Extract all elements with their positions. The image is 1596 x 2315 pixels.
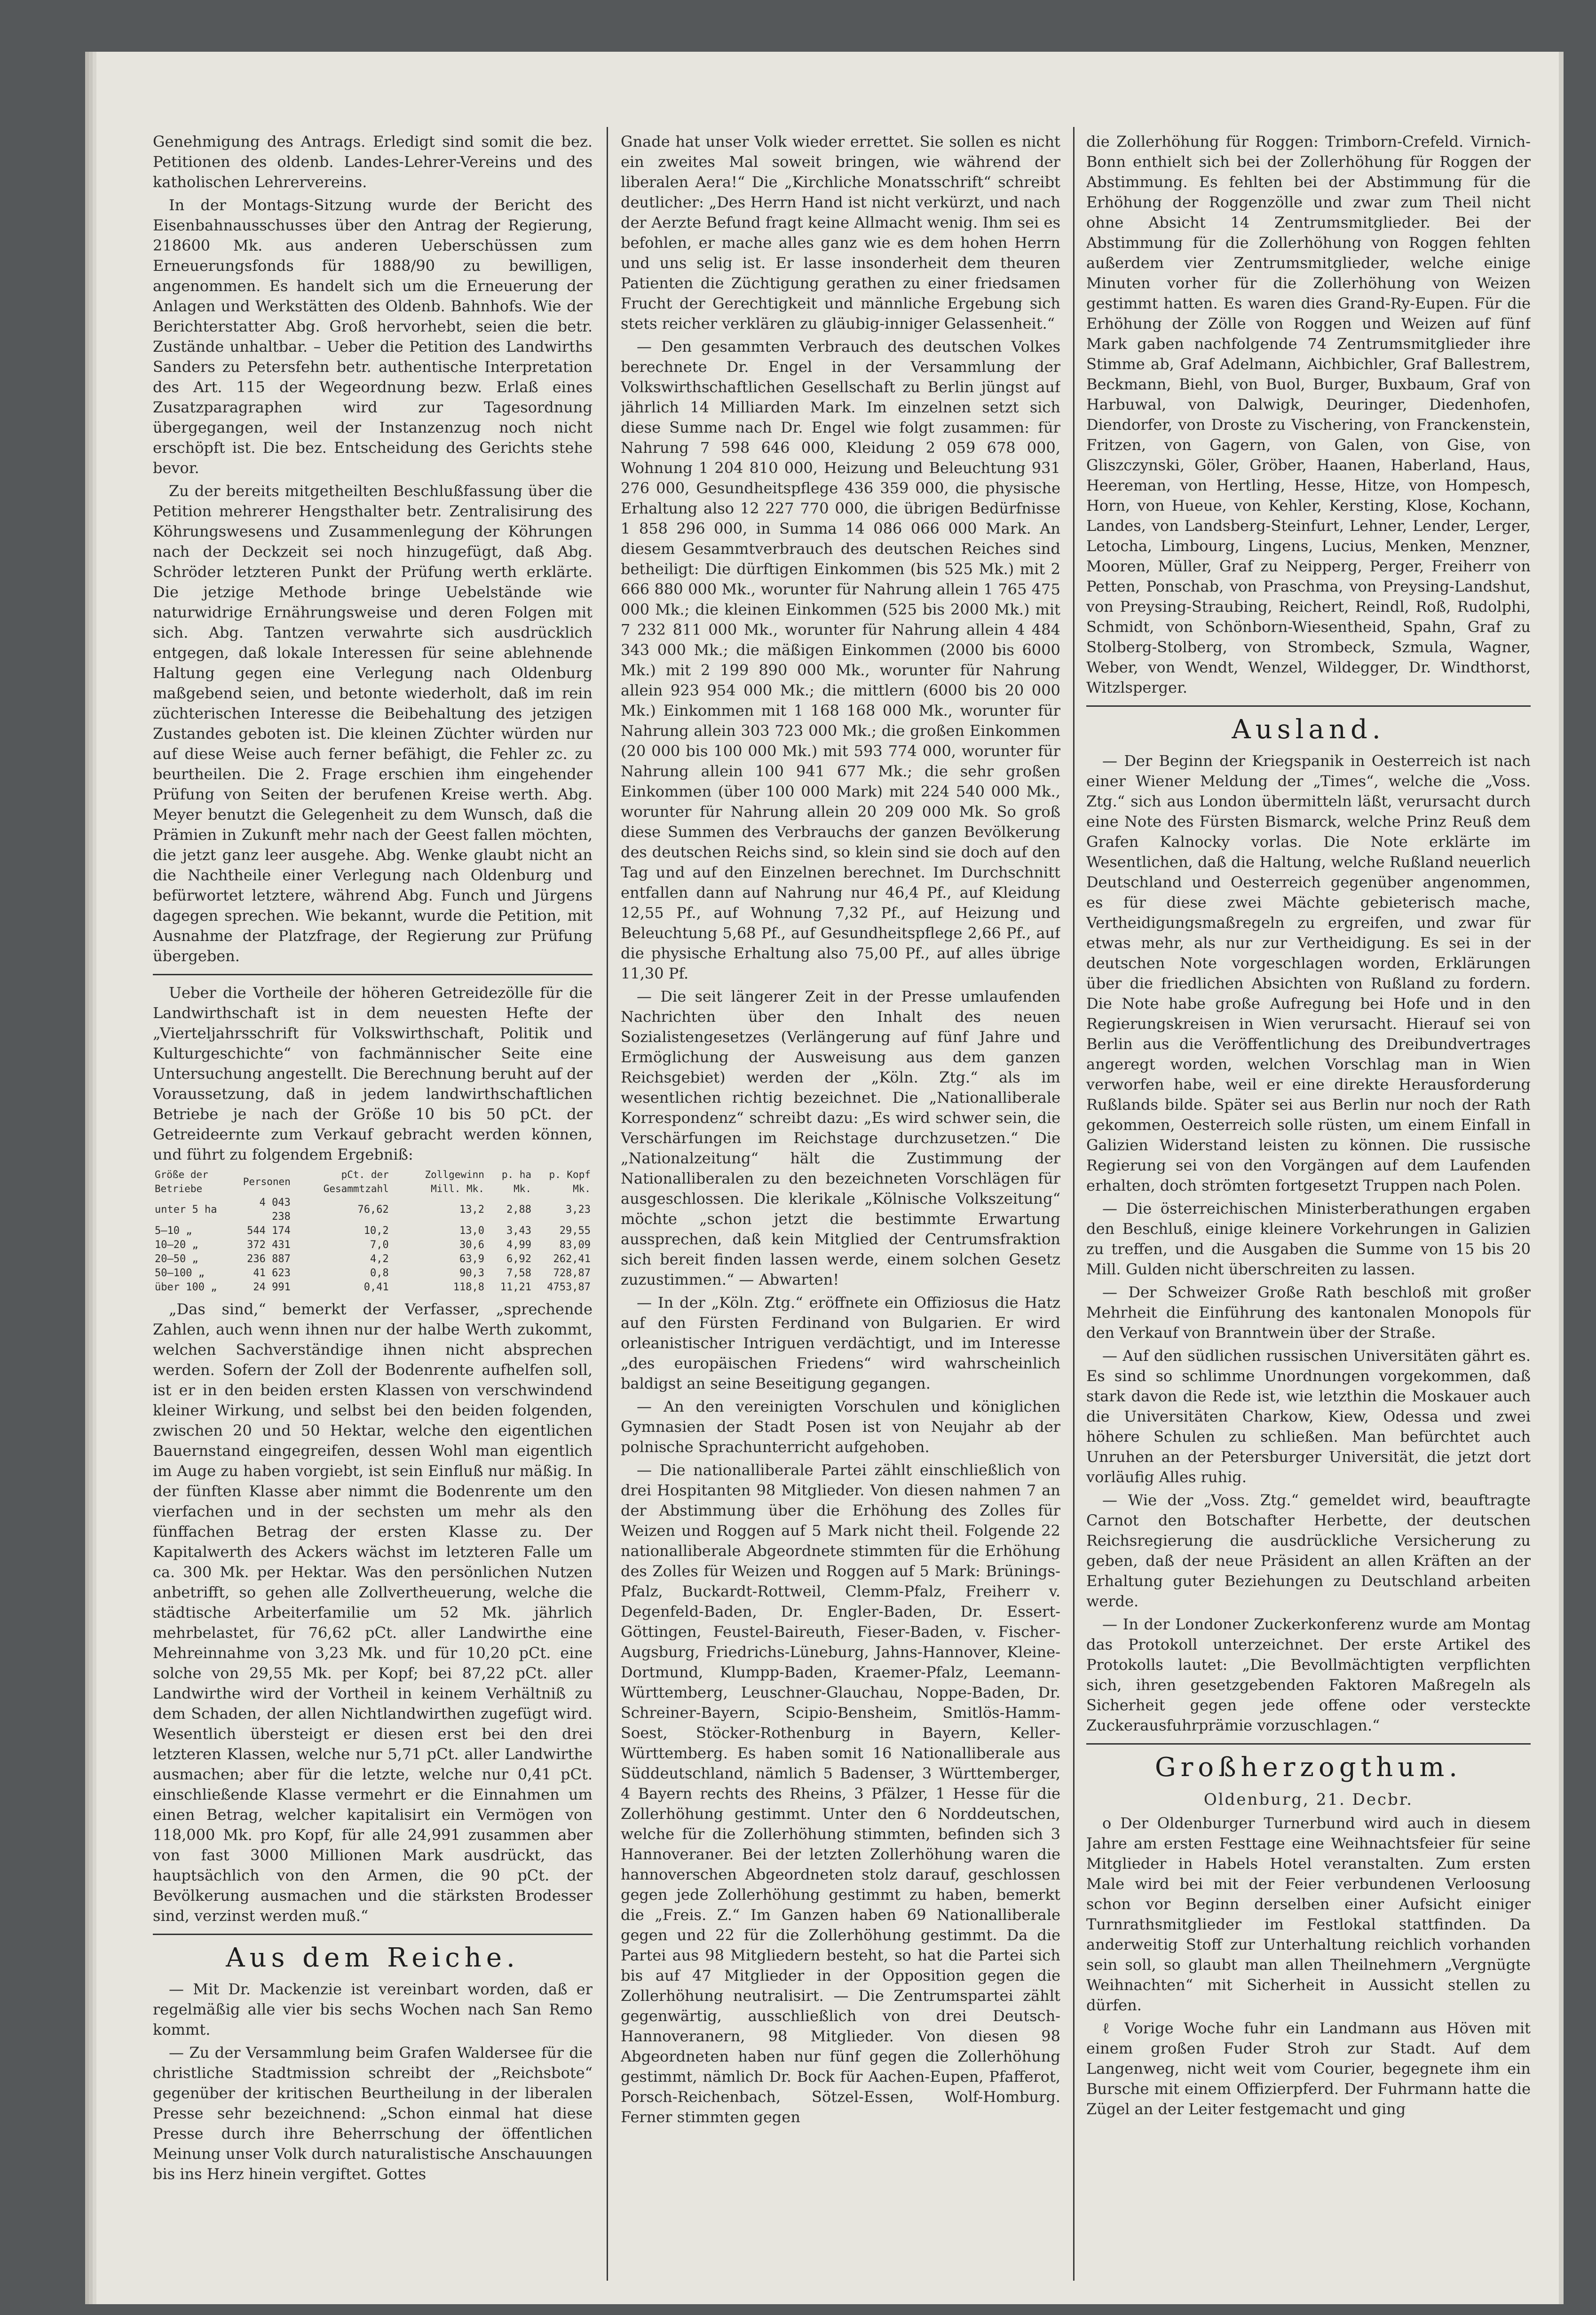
table-cell: 544 174 xyxy=(247,1225,291,1237)
table-cell: 11,21 xyxy=(500,1281,532,1293)
paragraph: o Der Oldenburger Turnerbund wird auch in diesem Jahre am ersten Festtage eine Weihnachtsfeier für seine Mitglieder in Habels Hotel veranstalten. Zum ersten Male wird bei mit der Feier verbundenen Verloosung schon vor Beginn derselben einer Aufsicht einiger Turnrathsmitglieder im Festlokal stattfinden. Da anderweitig Stoff zur Unterhaltung reichlich vorhanden sein soll, so glaubt man allen Theilnehmern „Vergnügte Weihnachten“ mit Sicherheit in Aussicht stellen zu dürfen. xyxy=(1086,1814,1531,2014)
table-cell: 13,0 xyxy=(459,1225,484,1237)
table-cell: 5–10 „ xyxy=(155,1225,192,1237)
table-cell: 0,8 xyxy=(370,1267,389,1279)
paragraph: Gnade hat unser Volk wieder errettet. Sie sollen es nicht ein zweites Mal soweit bringen, wie während der liberalen Aera!“ Die „Kirchliche Monatsschrift“ schreibt deutlicher: „Des Herrn Hand ist nicht verkürzt, und nach der Aerzte Befund fragt keine Allmacht wenig. Ihm sei es befohlen, er mache alles ganz wie es dem hohen Herrn und uns selig ist. Er lasse insonderheit dem theuren Patienten die Züchtigung gerathen zu einer friedsamen Frucht der Gerechtigkeit und männliche Ergebung sich stets reicher verklären zu gläubig-inniger Gelassenheit.“ xyxy=(621,133,1060,332)
paragraph: Genehmigung des Antrags. Erledigt sind somit die bez. Petitionen des oldenb. Landes-Lehrer-Vereins und des katholischen Lehrervereins. xyxy=(153,133,593,191)
paragraph: — Die österreichischen Ministerberathungen ergaben den Beschluß, einige kleinere Vorkehrungen in Galizien zu treffen, und die Ausgaben die Summe von 15 bis 20 Mill. Gulden nicht überschreiten zu lassen. xyxy=(1086,1200,1531,1278)
table-cell: 372 431 xyxy=(247,1239,291,1251)
section-heading: Aus dem Reiche. xyxy=(226,1943,520,1973)
paragraph: ℓ Vorige Woche fuhr ein Landmann aus Höven mit einem großen Fuder Stroh zur Stadt. Auf dem Langenweg, nicht weit vom Courier, begegnete ihm ein Bursche mit einem Offizierpferd. Der Fuhrmann hatte die Zügel an der Leiter festgemacht und ging xyxy=(1086,2019,1531,2118)
section-heading: Ausland. xyxy=(1232,714,1385,745)
table-cell: 41 623 xyxy=(253,1267,291,1279)
paragraph: — An den vereinigten Vorschulen und königlichen Gymnasien der Stadt Posen ist von Neujahr ab der polnische Sprachunterricht aufgehoben. xyxy=(621,1398,1060,1456)
paragraph: — In der Londoner Zuckerkonferenz wurde am Montag das Protokoll unterzeichnet. Der erste Artikel des Protokolls lautet: „Die Bevollmächtigten verpflichten sich, ihren gesetzgebenden Faktoren Maßregeln als Sicherheit gegen jede offene oder versteckte Zuckerausfuhrprämie vorzuschlagen.“ xyxy=(1086,1615,1531,1734)
column-3 xyxy=(1086,132,1531,2276)
table-cell: 2,88 xyxy=(506,1204,532,1216)
table-cell: 3,23 xyxy=(566,1204,591,1216)
table-row xyxy=(153,1280,593,1295)
table-cell: 13,2 xyxy=(459,1204,484,1216)
table-cell: 10–20 „ xyxy=(155,1239,198,1251)
paragraph: — In der „Köln. Ztg.“ eröffnete ein Offiziosus die Hatz auf den Fürsten Ferdinand von Bulgarien. Er wird orleanistischer Intriguen verdächtigt, und im Interesse „des europäischen Friedens“ wird wahrscheinlich baldigst an seine Beseitigung gegangen. xyxy=(621,1294,1060,1392)
column-rule xyxy=(607,127,608,2281)
paragraph: die Zollerhöhung für Roggen: Trimborn-Crefeld. Virnich-Bonn enthielt sich bei der Zollerhöhung für Roggen der Abstimmung. Es fehlten bei der Abstimmung für die Erhöhung der Roggenzölle und zwar zum Theil nicht ohne Absicht 14 Zentrumsmitglieder. Bei der Abstimmung für die Zollerhöhung von Roggen fehlten außerdem vier Zentrumsmitglieder, welche einige Minuten vorher für die Zollerhöhung von Weizen gestimmt hatten. Es waren dies Grand-Ry-Eupen. Für die Erhöhung der Zölle von Roggen und Weizen auf fünf Mark gaben nachfolgende 74 Zentrumsmitglieder ihre Stimme ab, Graf Adelmann, Aichbichler, Graf Ballestrem, Beckmann, Biehl, von Buol, Burger, Buxbaum, Graf von Harbuwal, von Dalwigk, Deuringer, Diedenhofen, Diendorfer, von Droste zu Vischering, von Franckenstein, Fritzen, von Gagern, von Galen, von Gise, von Gliszczynski, Göler, Gröber, Haanen, Haberland, Haus, Heereman, von Hertling, Hesse, Hitze, von Hompesch, Horn, von Hueue, von Kehler, Kersting, Klose, Kochann, Landes, von Landsberg-Steinfurt, Lehner, Lender, Lerger, Letocha, Limbourg, Lingens, Lucius, Menken, Menzner, Mooren, Müller, Graf zu Neipperg, Perger, Freiherr von Petten, Ponschab, von Praschma, von Preysing-Landshut, von Preysing-Straubing, Reichert, Reindl, Roß, Rudolphi, Schmidt, von Schönborn-Wiesentheid, Spahn, Graf zu Stolberg-Stolberg, von Strombeck, Szmula, Wagner, Weber, von Wendt, Wenzel, Wildegger, Dr. Windthorst, Witzlsperger. xyxy=(1086,133,1531,696)
divider xyxy=(153,974,593,975)
table-cell: 50–100 „ xyxy=(155,1267,205,1279)
table-header: p. ha Mk. xyxy=(501,1169,532,1194)
table-cell: 0,41 xyxy=(363,1281,389,1293)
table-row xyxy=(153,1252,593,1266)
table-row xyxy=(153,1238,593,1252)
paragraph: „Das sind,“ bemerkt der Verfasser, „sprechende Zahlen, auch wenn ihnen nur der halbe Werth zukommt, welchen Sachverständige ihnen nicht absprechen werden. Sofern der Zoll der Bodenrente aufhelfen soll, ist er in den beiden ersten Klassen von verschwindend kleiner Wirkung, und selbst bei den beiden folgenden, zwischen 20 und 50 Hektar, welche den eigentlichen Bauernstand eingegreifen, dessen Wohl man eigentlich im Auge zu haben vorgiebt, ist sein Einfluß nur mäßig. In der fünften Klasse aber nimmt die Bodenrente um den vierfachen und in der sechsten um mehr als den fünffachen Betrag der ersten Klasse zu. Der Kapitalwerth des Ackers wächst im letzteren Falle um ca. 300 Mk. per Hektar. Was den persönlichen Nutzen anbetrifft, so gehen alle Zollvertheuerung, welche die städtische Arbeiterfamilie um 52 Mk. jährlich mehrbelastet, für 76,62 pCt. aller Landwirthe eine Mehreinnahme von 3,23 Mk. und für 10,20 pCt. eine solche von 29,55 Mk. per Kopf; bei 87,22 pCt. aller Landwirthe wird der Vortheil in keinem Verhältniß zu dem Schaden, der allen Nichtlandwirthen zugefügt wird. Wesentlich übersteigt er diesen erst bei den drei letzteren Klassen, welche nur 5,71 pCt. aller Landwirthe ausmachen; aber für die letzte, welche nur 0,41 pCt. einschließende Klasse vermehrt er die Einnahmen um einen Betrag, welcher kapitalisirt ein Vermögen von 118,000 Mk. pro Kopf, für alle 24,991 zusammen aber von fast 3000 Millionen Mark ausdrückt, das hauptsächlich von den Armen, die 90 pCt. der Bevölkerung ausmachen und die stärksten Brodesser sind, verzinst werden muß.“ xyxy=(153,1300,593,1925)
table-cell: 76,62 xyxy=(357,1204,389,1216)
divider xyxy=(153,1934,593,1935)
paragraph: — Zu der Versammlung beim Grafen Waldersee für die christliche Stadtmission schreibt der „Reichsbote“ gegenüber der kritischen Beurtheilung in der liberalen Presse sehr bezeichnend: „Schon einmal hat diese Presse durch ihre Beherrschung der öffentlichen Meinung unser Volk durch naturalistische Anschauungen bis ins Herz hinein vergiftet. Gottes xyxy=(153,2044,593,2183)
table-row xyxy=(153,1224,593,1238)
table-row xyxy=(153,1266,593,1280)
dateline: Oldenburg, 21. Decbr. xyxy=(1203,1790,1414,1809)
table-row xyxy=(153,1196,593,1224)
statistics-table xyxy=(153,1168,593,1295)
table-cell: 63,9 xyxy=(459,1253,484,1265)
table-cell: 236 887 xyxy=(247,1253,291,1265)
table-cell: 29,55 xyxy=(559,1225,591,1237)
table-header: Personen xyxy=(243,1176,291,1187)
table-cell: 4 043 238 xyxy=(259,1197,291,1223)
paragraph: Zu der bereits mitgetheilten Beschlußfassung über die Petition mehrerer Hengsthalter betr. Zentralisirung des Köhrungswesens und Zusammenlegung der Köhrungen nach der Deckzeit sei noch hinzugefügt, daß Abg. Schröder letzteren Punkt der Prüfung werth erklärte. Die jetzige Methode bringe Uebelstände wie naturwidrige Ernährungsweise und deren Folgen mit sich. Abg. Tantzen verwahrte sich ausdrücklich entgegen, daß lokale Interessen für seine ablehnende Haltung gegen eine Verlegung nach Oldenburg maßgebend seien, und betonte wiederholt, daß im rein züchterischen Interesse die Beibehaltung des jetzigen Zustandes geboten ist. Die kleinen Züchter würden nur auf diese Weise auch ferner befähigt, die Fehler zc. zu beurtheilen. Die 2. Frage erschien ihm eingehender Prüfung von Seiten der berufenen Kreise werth. Abg. Meyer benutzt die Gelegenheit zu dem Wunsch, daß die Prämien in Zukunft mehr nach der Geest fallen möchten, die jetzt ganz leer ausgehe. Abg. Wenke glaubt nicht an die Nachtheile einer Verlegung nach Oldenburg und befürwortet letztere, während Abg. Funch und Jürgens dagegen sprechen. Wie bekannt, wurde die Petition, mit Ausnahme der Platzfrage, der Regierung zur Prüfung übergeben. xyxy=(153,482,593,965)
table-cell: über 100 „ xyxy=(155,1281,217,1293)
divider xyxy=(1086,1743,1531,1745)
table-header: Zollgewinn Mill. Mk. xyxy=(425,1169,484,1194)
table-header: Größe der Betriebe xyxy=(155,1169,208,1194)
table-cell: 20–50 „ xyxy=(155,1253,198,1265)
table-cell: 83,09 xyxy=(559,1239,591,1251)
paragraph: — Der Schweizer Große Rath beschloß mit großer Mehrheit die Einführung des kantonalen Monopols für den Verkauf von Branntwein über der Straße. xyxy=(1086,1283,1531,1342)
divider xyxy=(1086,705,1531,707)
paragraph: — Mit Dr. Mackenzie ist vereinbart worden, daß er regelmäßig alle vier bis sechs Wochen nach San Remo kommt. xyxy=(153,1980,593,2038)
table-header: p. Kopf Mk. xyxy=(549,1169,591,1194)
table-cell: 262,41 xyxy=(553,1253,591,1265)
column-2 xyxy=(621,132,1060,2276)
column-rule xyxy=(1073,127,1075,2281)
table-cell: 4753,87 xyxy=(547,1281,591,1293)
column-1 xyxy=(153,132,593,2276)
table-cell: 6,92 xyxy=(506,1253,532,1265)
paragraph: — Auf den südlichen russischen Universitäten gährt es. Es sind so schlimme Unordnungen vorgekommen, daß stark davon die Rede ist, wie letzthin die Moskauer auch die Universitäten Charkow, Kiew, Odessa und zwei höhere Schulen zu schließen. Man befürchtet auch Unruhen an der Petersburger Universität, die jetzt dort vorläufig Alles ruhig. xyxy=(1086,1347,1531,1486)
table-header: pCt. der Gesammtzahl xyxy=(323,1169,389,1194)
paragraph: — Wie der „Voss. Ztg.“ gemeldet wird, beauftragte Carnot den Botschafter Herbette, der deutschen Reichsregierung die ausdrückliche Versicherung zu geben, daß der neue Präsident an allen Kräften an der Erhaltung guter Beziehungen zu Deutschland arbeiten werde. xyxy=(1086,1491,1531,1610)
paragraph: — Den gesammten Verbrauch des deutschen Volkes berechnete Dr. Engel in der Versammlung der Volkswirthschaftlichen Gesellschaft zu Berlin jüngst auf jährlich 14 Milliarden Mark. Im einzelnen setzt sich diese Summe nach Dr. Engel wie folgt zusammen: für Nahrung 7 598 646 000, Kleidung 2 059 678 000, Wohnung 1 204 810 000, Heizung und Beleuchtung 931 276 000, Gesundheitspflege 436 359 000, die physische Erhaltung also 12 227 770 000, die übrigen Bedürfnisse 1 858 296 000, in Summa 14 086 066 000 Mark. An diesem Gesammtverbrauch des deutschen Reiches sind betheiligt: Die dürftigen Einkommen (bis 525 Mk.) mit 2 666 880 000 Mk., worunter für Nahrung allein 1 765 475 000 Mk.; die kleinen Einkommen (525 bis 2000 Mk.) mit 7 232 811 000 Mk., worunter für Nahrung allein 4 484 343 000 Mk.; die mäßigen Einkommen (2000 bis 6000 Mk.) mit 2 199 890 000 Mk., worunter für Nahrung allein 923 954 000 Mk.; die mittlern (6000 bis 20 000 Mk.) Einkommen mit 1 168 168 000 Mk., worunter für Nahrung allein 303 723 000 Mk.; die großen Einkommen (20 000 bis 100 000 Mk.) mit 593 774 000, worunter für Nahrung allein 100 941 677 Mk.; die sehr großen Einkommen (über 100 000 Mark) mit 224 540 000 Mk., worunter für Nahrung allein 20 209 000 Mk. So groß diese Summen des Verbrauchs der ganzen Bevölkerung des deutschen Reichs sind, so klein sind sie doch auf den Tag und auf den Einzelnen berechnet. Im Durchschnitt entfallen dann auf Nahrung nur 46,4 Pf., auf Kleidung 12,55 Pf., auf Wohnung 7,32 Pf., auf Heizung und Beleuchtung 5,68 Pf., auf Gesundheitspflege 2,66 Pf., auf die physische Erhaltung also 75,00 Pf., auf alles übrige 11,30 Pf. xyxy=(621,338,1060,982)
table-cell: 30,6 xyxy=(459,1239,484,1251)
table-cell: 10,2 xyxy=(363,1225,389,1237)
paragraph: — Die nationalliberale Partei zählt einschließlich von drei Hospitanten 98 Mitglieder. Von diesen nahmen 7 an der Abstimmung über die Erhöhung des Zolles für Weizen und Roggen auf 5 Mark nicht theil. Folgende 22 nationalliberale Abgeordnete stimmten für die Erhöhung des Zolles für Weizen und Roggen auf 5 Mark: Brünings-Pfalz, Buckardt-Rottweil, Clemm-Pfalz, Freiherr v. Degenfeld-Baden, Dr. Engler-Baden, Dr. Essert-Göttingen, Feustel-Baireuth, Fieser-Baden, v. Fischer-Augsburg, Friedrichs-Lüneburg, Jahns-Hannover, Kleine-Dortmund, Klumpp-Baden, Kraemer-Pfalz, Leemann-Württemberg, Leuschner-Glauchau, Noppe-Baden, Dr. Schreiner-Bayern, Scipio-Bensheim, Smitlös-Hamm-Soest, Stöcker-Rothenburg in Bayern, Keller-Württemberg. Es haben somit 16 Nationalliberale aus Süddeutschland, nämlich 5 Badenser, 3 Württemberger, 4 Bayern rechts des Rheins, 3 Pfälzer, 1 Hesse für die Zollerhöhung gestimmt. Unter den 6 Norddeutschen, welche für die Zollerhöhung stimmten, befinden sich 3 Hannoveraner. Bei der letzten Zollerhöhung waren die hannoverschen Abgeordneten stolz darauf, geschlossen gegen jede Zollerhöhung gestimmt zu haben, bemerkt die „Freis. Z.“ Im Ganzen haben 69 Nationalliberale gegen und 22 für die Zollerhöhung gestimmt. Da die Partei aus 98 Mitgliedern besteht, so hat die Partei sich bis auf 47 Mitglieder in der Opposition gegen die Zollerhöhung neutralisirt. — Die Zentrumspartei zählt gegenwärtig, ausschließlich von drei Deutsch-Hannoveranern, 98 Mitglieder. Von diesen 98 Abgeordneten haben nur fünf gegen die Zollerhöhung gestimmt, nämlich Dr. Bock für Aachen-Eupen, Pfafferot, Porsch-Reichenbach, Sötzel-Essen, Wolf-Homburg. Ferner stimmten gegen xyxy=(621,1461,1060,2126)
table-cell: 728,87 xyxy=(553,1267,591,1279)
newspaper-page xyxy=(96,52,1559,2304)
table-cell: 4,2 xyxy=(370,1253,389,1265)
table-cell: 118,8 xyxy=(453,1281,484,1293)
paragraph: In der Montags-Sitzung wurde der Bericht des Eisenbahnausschusses über den Antrag der Regierung, 218600 Mk. aus anderen Ueberschüssen zum Erneuerungsfonds für 1888/90 zu bewilligen, angenommen. Es handelt sich um die Erneuerung der Anlagen und Werkstätten des Oldenb. Bahnhofs. Wie der Berichterstatter Abg. Groß hervorhebt, seien die betr. Zustände unhaltbar. – Ueber die Petition des Landwirths Sanders zu Petersfehn betr. authentische Interpretation des Art. 115 der Wegeordnung bezw. Erlaß eines Zusatzparagraphen wird zur Tagesordnung übergegangen, weil der Instanzenzug noch nicht erschöpft ist. Die bez. Entscheidung des Gerichts stehe bevor. xyxy=(153,196,593,477)
table-cell: 7,0 xyxy=(370,1239,389,1251)
paragraph: — Der Beginn der Kriegspanik in Oesterreich ist nach einer Wiener Meldung der „Times“, welche die „Voss. Ztg.“ sich aus London übermitteln läßt, verursacht durch eine Note des Fürsten Bismarck, welche Prinz Reuß dem Grafen Kalnocky vorlas. Die Note erklärte im Wesentlichen, daß die Haltung, welche Rußland neuerlich Deutschland und Oesterreich gegenüber angenommen, es für diese zwei Mächte gebieterisch mache, Vertheidigungsmaßregeln zu ergreifen, und zwar für etwas mehr, als nur zur Vertheidigung. Es sei in der deutschen Note vorgeschlagen worden, Erklärungen über die friedlichen Absichten von Rußland zu fordern. Die Note habe große Aufregung bei Hofe und in den Regierungskreisen in Wien verursacht. Hierauf sei von Berlin aus die Veröffentlichung des Dreibundvertrages angeregt worden, welchen Vorschlag man in Wien verworfen habe, weil er eine direkte Herausforderung Rußlands bilde. Später sei aus Berlin nur noch der Rath gekommen, Oesterreich solle rüsten, um einem Einfall in Galizien Widerstand leisten zu können. Die russische Regierung sei von den Vorgängen auf dem Laufenden erhalten, doch strömten fortgesetzt Truppen nach Polen. xyxy=(1086,752,1531,1194)
table-cell: 24 991 xyxy=(253,1281,291,1293)
section-heading: Großherzogthum. xyxy=(1154,1752,1462,1783)
table-cell: 90,3 xyxy=(459,1267,484,1279)
table-cell: 4,99 xyxy=(506,1239,532,1251)
table-cell: 7,58 xyxy=(506,1267,532,1279)
paragraph: Ueber die Vortheile der höheren Getreidezölle für die Landwirthschaft ist in dem neuesten Hefte der „Vierteljahrsschrift für Volkswirthschaft, Politik und Kulturgeschichte“ von fachmännischer Seite eine Untersuchung angestellt. Die Berechnung beruht auf der Voraussetzung, daß in jedem landwirthschaftlichen Betriebe je nach der Größe 10 bis 50 pCt. der Getreideernte zum Verkauf gebracht werden können, und führt zu folgendem Ergebniß: xyxy=(153,984,593,1163)
table-cell: 3,43 xyxy=(506,1225,532,1237)
paragraph: — Die seit längerer Zeit in der Presse umlaufenden Nachrichten über den Inhalt des neuen Sozialistengesetzes (Verlängerung auf fünf Jahre und Ermöglichung der Ausweisung aus dem ganzen Reichsgebiet) werden der „Köln. Ztg.“ als im wesentlichen richtig bezeichnet. Die „Nationalliberale Korrespondenz“ schreibt dazu: „Es wird schwer sein, die Verschärfungen im Reichstage durchzusetzen.“ Die „Nationalzeitung“ hält die Zustimmung der Nationalliberalen zu den bezeichneten Vorschlägen für ausgeschlossen. Die klerikale „Kölnische Volkszeitung“ möchte „schon jetzt die bestimmte Erwartung aussprechen, daß kein Mitglied der Centrumsfraktion sich bereit finden lassen werde, einem solchen Gesetz zuzustimmen.“ — Abwarten! xyxy=(621,988,1060,1288)
table-cell: unter 5 ha xyxy=(155,1204,217,1216)
table-header-row xyxy=(153,1168,593,1196)
